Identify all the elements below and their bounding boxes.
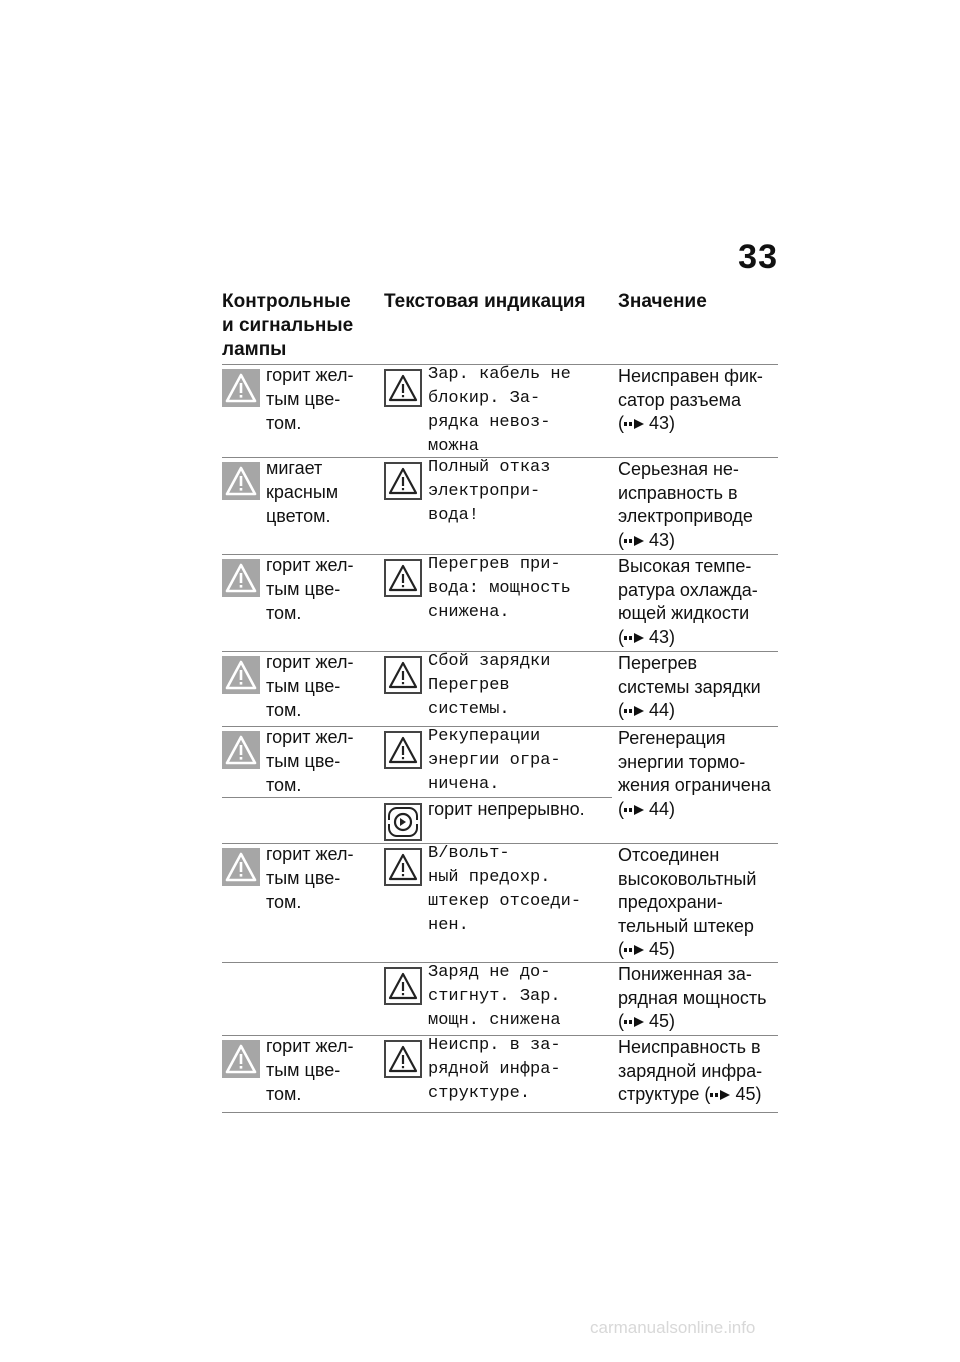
display-text: Сбой зарядки Перегрев системы. bbox=[428, 652, 551, 719]
warning-triangle-icon bbox=[384, 848, 422, 886]
warning-triangle-icon bbox=[222, 731, 260, 769]
table-row bbox=[222, 1036, 778, 1113]
warning-triangle-icon bbox=[384, 369, 422, 407]
header-meaning: Значение bbox=[618, 291, 707, 312]
warning-triangle-icon bbox=[384, 559, 422, 597]
warning-triangle-icon bbox=[384, 731, 422, 769]
display-text: Зар. кабель не блокир. За- рядка невоз- можна bbox=[428, 365, 571, 456]
table-row bbox=[222, 365, 778, 458]
watermark-footer: carmanualsonline.info bbox=[590, 1318, 756, 1337]
warning-triangle-icon bbox=[222, 559, 260, 597]
lamp-state: мигает красным цветом. bbox=[266, 458, 339, 526]
meaning: Серьезная не- исправность в электроприводе ( 43) bbox=[618, 459, 753, 550]
lamp-state: горит жел- тым цве- том. bbox=[266, 365, 354, 433]
table-row bbox=[222, 555, 778, 652]
meaning: Пониженная за- рядная мощность ( 45) bbox=[618, 964, 767, 1031]
table-row bbox=[222, 727, 778, 844]
display-text: Перегрев при- вода: мощность снижена. bbox=[428, 555, 571, 622]
meaning: Регенерация энергии тормо- жения ограничена ( 44) bbox=[618, 728, 771, 819]
lamp-state: горит жел- тым цве- том. bbox=[266, 652, 354, 720]
lamp-state: горит жел- тым цве- том. bbox=[266, 844, 354, 912]
display-text: Заряд не до- стигнут. Зар. мощн. снижена bbox=[428, 963, 561, 1030]
display-text: В/вольт- ный предохр. штекер отсоеди- нен. bbox=[428, 844, 582, 935]
warning-triangle-icon bbox=[222, 848, 260, 886]
table-row bbox=[222, 844, 778, 963]
warning-triangle-icon bbox=[384, 967, 422, 1005]
warning-triangle-icon bbox=[222, 462, 260, 500]
table-row bbox=[222, 963, 778, 1036]
display-text: Неиспр. в за- рядной инфра- структуре. bbox=[428, 1036, 561, 1103]
table-row bbox=[222, 458, 778, 555]
display-text: Полный отказ электропри- вода! bbox=[428, 458, 551, 525]
lamp-state: горит жел- тым цве- том. bbox=[266, 727, 354, 795]
warning-triangle-icon bbox=[384, 462, 422, 500]
meaning: Высокая темпе- ратура охлажда- ющей жидкости ( 43) bbox=[618, 556, 758, 647]
regeneration-icon bbox=[384, 803, 422, 841]
lamp-state: горит жел- тым цве- том. bbox=[266, 1036, 354, 1104]
table-row bbox=[222, 652, 778, 727]
display-text: горит непрерывно. bbox=[428, 799, 585, 819]
header-lamps: Контрольные и сигнальные лампы bbox=[222, 291, 354, 360]
header-display: Текстовая индикация bbox=[384, 291, 586, 312]
meaning: Неисправен фик- сатор разъема ( 43) bbox=[618, 366, 763, 433]
display-text: Рекуперации энергии огра- ничена. bbox=[428, 727, 561, 794]
lamp-state: горит жел- тым цве- том. bbox=[266, 555, 354, 623]
warning-triangle-icon bbox=[384, 1040, 422, 1078]
warning-triangle-icon bbox=[222, 1040, 260, 1078]
warning-triangle-icon bbox=[222, 369, 260, 407]
page-number: 33 bbox=[738, 238, 778, 276]
table-header bbox=[222, 290, 778, 365]
indicator-table bbox=[222, 290, 778, 1113]
warning-triangle-icon bbox=[384, 656, 422, 694]
warning-triangle-icon bbox=[222, 656, 260, 694]
meaning: Неисправность в зарядной инфра- структуре ( 45) bbox=[618, 1037, 763, 1104]
meaning: Перегрев системы зарядки ( 44) bbox=[618, 653, 761, 720]
meaning: Отсоединен высоковольтный предохрани- тельный штекер ( 45) bbox=[618, 845, 757, 959]
